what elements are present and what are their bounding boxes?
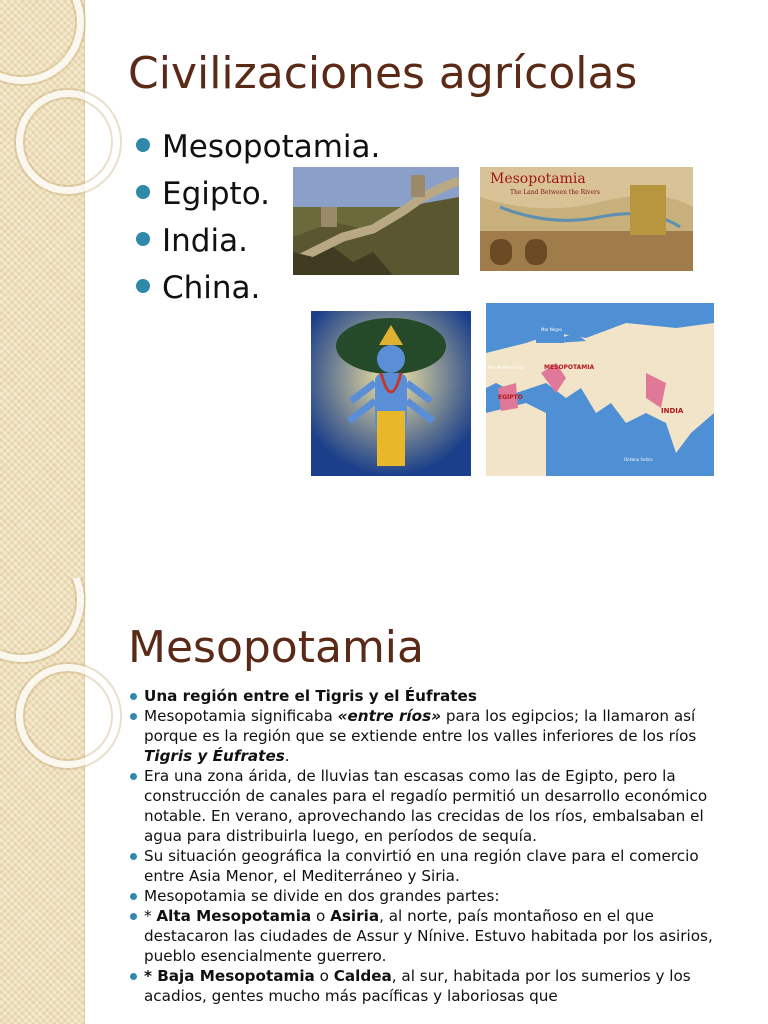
poster-subtitle: The Land Between the Rivers: [510, 189, 600, 196]
map-label-oceano-indico: Océano Índico: [624, 457, 653, 462]
map-label-egipto: EGIPTO: [498, 394, 523, 401]
list-item: Mesopotamia se divide en dos grandes partes:: [130, 886, 734, 906]
map-label-mediterraneo: Mar Mediterráneo: [488, 365, 524, 370]
bullet-icon: [130, 693, 137, 700]
bullet-icon: [130, 913, 137, 920]
bullet-icon: [136, 138, 150, 152]
bullet-icon: [136, 185, 150, 199]
list-item: * Baja Mesopotamia o Caldea, al sur, habitada por los sumerios y los acadios, gentes mucho más pacíficas y laboriosas que: [130, 966, 734, 1006]
bullet-icon: [136, 232, 150, 246]
slide-mesopotamia: [0, 578, 768, 1024]
decorative-side-strip: [0, 0, 85, 578]
mesopotamia-paragraphs: [130, 686, 734, 1006]
slide-title: Mesopotamia: [128, 622, 424, 673]
slide-title: Civilizaciones agrícolas: [128, 48, 638, 99]
bullet-icon: [130, 853, 137, 860]
list-item: Mesopotamia.: [136, 124, 380, 171]
bullet-icon: [136, 279, 150, 293]
great-wall-photo: [293, 167, 459, 275]
map-label-mesopotamia: MESOPOTAMIA: [544, 364, 595, 371]
poster-title: Mesopotamia: [490, 171, 586, 187]
list-item: India.: [136, 218, 380, 265]
list-item: Egipto.: [136, 171, 380, 218]
list-item: China.: [136, 265, 380, 312]
bullet-icon: [130, 713, 137, 720]
map-label-india: INDIA: [661, 407, 684, 415]
map-label-mar-negro: Mar Negro: [541, 327, 562, 332]
bullet-icon: [130, 893, 137, 900]
decorative-side-strip: [0, 578, 85, 1024]
bullet-icon: [130, 773, 137, 780]
list-item: Su situación geográfica la convirtió en una región clave para el comercio entre Asia Menor, el Mediterráneo y Siria.: [130, 846, 734, 886]
list-item: Mesopotamia significaba «entre ríos» para los egipcios; la llamaron así porque es la región que se extiende entre los valles inferiores de los ríos Tigris y Éufrates.: [130, 706, 734, 766]
ancient-civilizations-map: [486, 303, 714, 476]
list-item: Una región entre el Tigris y el Éufrates: [130, 686, 734, 706]
hindu-deity-painting: [311, 311, 471, 476]
mesopotamia-poster: [480, 167, 693, 271]
list-item: * Alta Mesopotamia o Asiria, al norte, país montañoso en el que destacaron las ciudades de Assur y Nínive. Estuvo habitada por los asirios, pueblo esencialmente guerrero.: [130, 906, 734, 966]
bullet-icon: [130, 973, 137, 980]
list-item: Era una zona árida, de lluvias tan escasas como las de Egipto, pero la construcción de canales para el regadío permitió un desarrollo económico notable. En verano, aprovechando las crecidas de los ríos, embalsaban el agua para distribuirla luego, en períodos de sequía.: [130, 766, 734, 846]
